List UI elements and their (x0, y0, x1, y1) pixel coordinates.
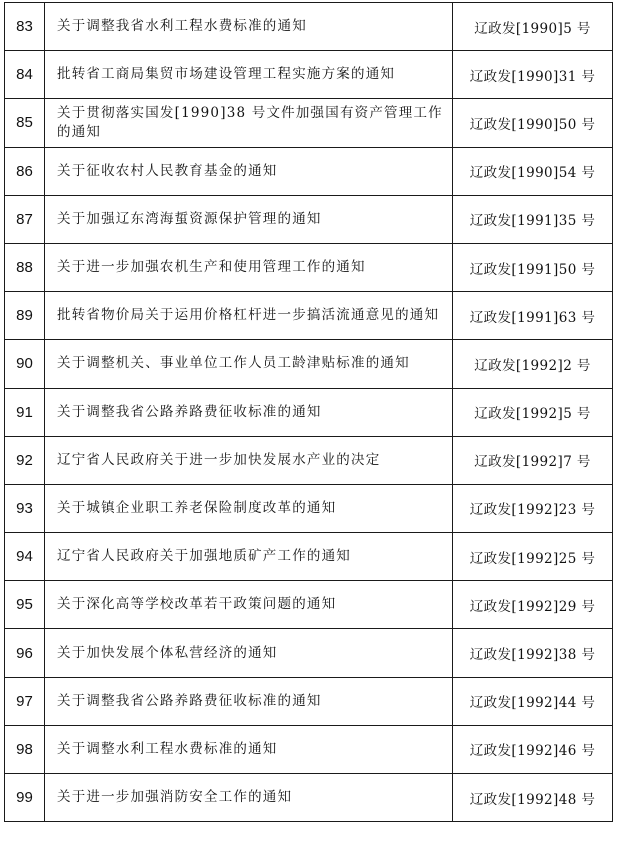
table-row (5, 147, 613, 195)
document-number: 辽政发[1992]25 号 (453, 533, 613, 581)
row-number: 90 (5, 340, 45, 388)
document-number: 辽政发[1992]23 号 (453, 484, 613, 532)
row-number: 93 (5, 484, 45, 532)
document-title: 关于进一步加强消防安全工作的通知 (45, 774, 453, 822)
table-row (5, 99, 613, 147)
document-title: 关于加强辽东湾海蜇资源保护管理的通知 (45, 195, 453, 243)
document-title: 关于进一步加强农机生产和使用管理工作的通知 (45, 243, 453, 291)
table-row (5, 388, 613, 436)
document-number: 辽政发[1992]29 号 (453, 581, 613, 629)
table-row (5, 340, 613, 388)
document-number: 辽政发[1990]31 号 (453, 51, 613, 99)
document-title: 关于加快发展个体私营经济的通知 (45, 629, 453, 677)
table-row (5, 581, 613, 629)
document-number: 辽政发[1992]7 号 (453, 436, 613, 484)
row-number: 85 (5, 99, 45, 147)
table-row (5, 195, 613, 243)
row-number: 95 (5, 581, 45, 629)
document-number: 辽政发[1992]38 号 (453, 629, 613, 677)
document-number: 辽政发[1992]46 号 (453, 725, 613, 773)
document-number: 辽政发[1991]50 号 (453, 243, 613, 291)
document-title: 批转省工商局集贸市场建设管理工程实施方案的通知 (45, 51, 453, 99)
document-title: 关于调整机关、事业单位工作人员工龄津贴标准的通知 (45, 340, 453, 388)
document-title: 关于城镇企业职工养老保险制度改革的通知 (45, 484, 453, 532)
document-number: 辽政发[1991]35 号 (453, 195, 613, 243)
table-row (5, 51, 613, 99)
row-number: 84 (5, 51, 45, 99)
document-title: 关于调整水利工程水费标准的通知 (45, 725, 453, 773)
document-number: 辽政发[1992]5 号 (453, 388, 613, 436)
document-number: 辽政发[1992]44 号 (453, 677, 613, 725)
table-row (5, 3, 613, 51)
table-row (5, 774, 613, 822)
document-title: 辽宁省人民政府关于加强地质矿产工作的通知 (45, 533, 453, 581)
row-number: 92 (5, 436, 45, 484)
document-number: 辽政发[1992]2 号 (453, 340, 613, 388)
document-number: 辽政发[1990]54 号 (453, 147, 613, 195)
table-row (5, 533, 613, 581)
document-title: 关于调整我省公路养路费征收标准的通知 (45, 388, 453, 436)
row-number: 97 (5, 677, 45, 725)
table-row (5, 436, 613, 484)
table-row (5, 484, 613, 532)
row-number: 87 (5, 195, 45, 243)
document-title: 关于贯彻落实国发[1990]38 号文件加强国有资产管理工作的通知 (45, 99, 453, 147)
row-number: 88 (5, 243, 45, 291)
document-number: 辽政发[1990]50 号 (453, 99, 613, 147)
table-row (5, 677, 613, 725)
document-table (4, 2, 613, 822)
row-number: 99 (5, 774, 45, 822)
document-title: 关于调整我省水利工程水费标准的通知 (45, 3, 453, 51)
document-number: 辽政发[1990]5 号 (453, 3, 613, 51)
table-row (5, 725, 613, 773)
row-number: 96 (5, 629, 45, 677)
row-number: 86 (5, 147, 45, 195)
document-title: 辽宁省人民政府关于进一步加快发展水产业的决定 (45, 436, 453, 484)
table-row (5, 629, 613, 677)
document-title: 批转省物价局关于运用价格杠杆进一步搞活流通意见的通知 (45, 292, 453, 340)
document-number: 辽政发[1991]63 号 (453, 292, 613, 340)
document-title: 关于征收农村人民教育基金的通知 (45, 147, 453, 195)
table-body (5, 3, 613, 822)
row-number: 83 (5, 3, 45, 51)
row-number: 89 (5, 292, 45, 340)
row-number: 91 (5, 388, 45, 436)
table-row (5, 243, 613, 291)
table-row (5, 292, 613, 340)
document-title: 关于调整我省公路养路费征收标准的通知 (45, 677, 453, 725)
document-number: 辽政发[1992]48 号 (453, 774, 613, 822)
document-title: 关于深化高等学校改革若干政策问题的通知 (45, 581, 453, 629)
row-number: 94 (5, 533, 45, 581)
row-number: 98 (5, 725, 45, 773)
